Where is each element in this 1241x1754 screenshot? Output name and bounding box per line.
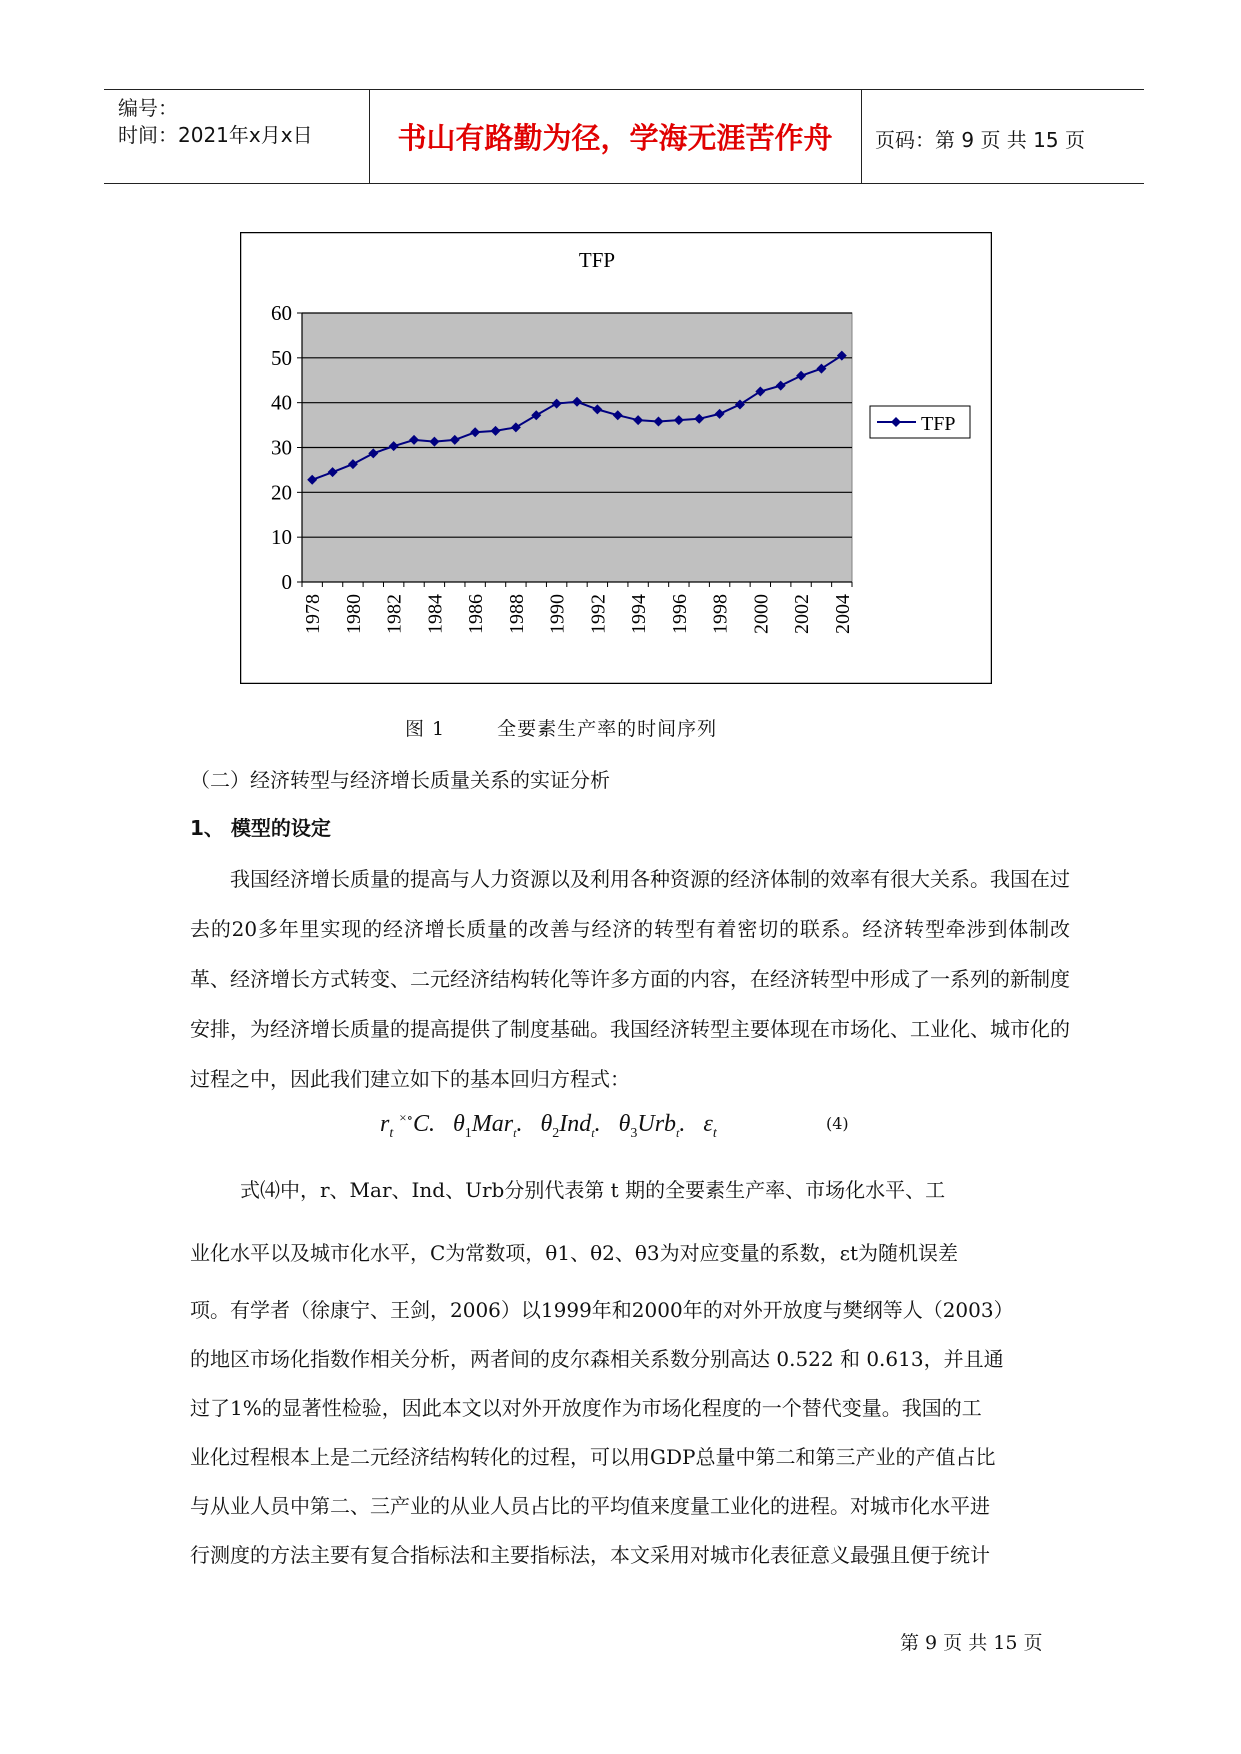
y-tick-label: 10: [271, 525, 292, 550]
header-top-rule: [104, 89, 1144, 90]
para2-line: 与从业人员中第二、三产业的从业人员占比的平均值来度量工业化的进程。对城市化水平进: [190, 1494, 990, 1518]
figure-number: 图 1: [405, 718, 446, 740]
x-tick-label: 2000: [750, 594, 773, 634]
y-tick-label: 20: [271, 480, 292, 505]
para2-line: 业化过程根本上是二元经济结构转化的过程，可以用GDP总量中第二和第三产业的产值占比: [190, 1445, 996, 1469]
document-time-label: 时间：2021年x月x日: [118, 123, 313, 147]
legend-label: TFP: [921, 413, 956, 435]
x-tick-label: 1980: [342, 594, 365, 634]
chart-title: TFP: [578, 248, 616, 272]
paragraph-model-intro: 我国经济增长质量的提高与人力资源以及利用各种资源的经济体制的效率有很大关系。我国在过去的20多年里实现的经济增长质量的改善与经济的转型有着密切的联系。经济转型牵涉到体制改革、经济增长方式转变、二元经济结构转化等许多方面的内容，在经济转型中形成了一系列的新制度安排，为经济增长质量的提高提供了制度基础。我国经济转型主要体现在市场化、工业化、城市化的过程之中，因此我们建立如下的基本回归方程式：: [190, 867, 1070, 1091]
x-tick-label: 1994: [628, 594, 651, 634]
regression-equation: $r_t$ ×∘C. $\theta_1Mar_t$. $\theta_2Ind_t$. $\theta_3Urb_t$. $\varepsilon_t$: [380, 1110, 717, 1141]
x-tick-label: 2004: [831, 594, 854, 634]
para2-line: 过了1%的显著性检验，因此本文以对外开放度作为市场化程度的一个替代变量。我国的工: [190, 1396, 982, 1420]
header-bottom-rule: [104, 183, 1144, 184]
x-tick-label: 2002: [791, 594, 814, 634]
x-tick-label: 1992: [587, 594, 610, 634]
figure-caption-text: 全要素生产率的时间序列: [497, 718, 718, 740]
header-motto: 书山有路勤为径，学海无涯苦作舟: [397, 121, 833, 155]
equation-number: (4): [826, 1114, 849, 1133]
x-tick-label: 1998: [709, 594, 732, 634]
tfp-line-chart: [240, 232, 992, 684]
para2-line: 行测度的方法主要有复合指标法和主要指标法，本文采用对城市化表征意义最强且便于统计: [190, 1543, 990, 1567]
x-tick-label: 1988: [505, 594, 528, 634]
y-tick-label: 30: [271, 435, 292, 460]
x-tick-label: 1978: [302, 594, 325, 634]
paragraph-variable-definitions: [190, 1166, 1070, 1580]
para2-line: 项。有学者（徐康宁、王剑，2006）以1999年和2000年的对外开放度与樊纲等人（2003）: [190, 1298, 1014, 1322]
y-tick-label: 50: [271, 345, 292, 370]
x-tick-label: 1982: [383, 594, 406, 634]
subsection-title: 1、 模型的设定: [190, 816, 331, 840]
header-divider-right: [861, 90, 862, 184]
y-tick-label: 0: [281, 570, 292, 594]
header-page-label: 页码：第 9 页 共 15 页: [875, 128, 1085, 152]
document-number-label: 编号：: [118, 96, 178, 120]
section-title: （二）经济转型与经济增长质量关系的实证分析: [190, 768, 610, 792]
x-tick-label: 1990: [546, 594, 569, 634]
x-tick-label: 1986: [465, 594, 488, 634]
figure-caption: [405, 714, 717, 741]
y-tick-label: 40: [271, 390, 292, 415]
page-footer: 第 9 页 共 15 页: [900, 1632, 1043, 1654]
y-tick-label: 60: [271, 301, 292, 325]
x-tick-label: 1984: [424, 594, 447, 634]
para2-line: 式⑷中，r、Mar、Ind、Urb分别代表第 t 期的全要素生产率、市场化水平、工: [240, 1178, 946, 1202]
x-tick-label: 1996: [668, 594, 691, 634]
para2-line: 的地区市场化指数作相关分析，两者间的皮尔森相关系数分别高达 0.522 和 0.613，并且通: [190, 1347, 1004, 1371]
para2-line: 业化水平以及城市化水平，C为常数项，θ1、θ2、θ3为对应变量的系数，εt为随机误差: [190, 1241, 958, 1265]
